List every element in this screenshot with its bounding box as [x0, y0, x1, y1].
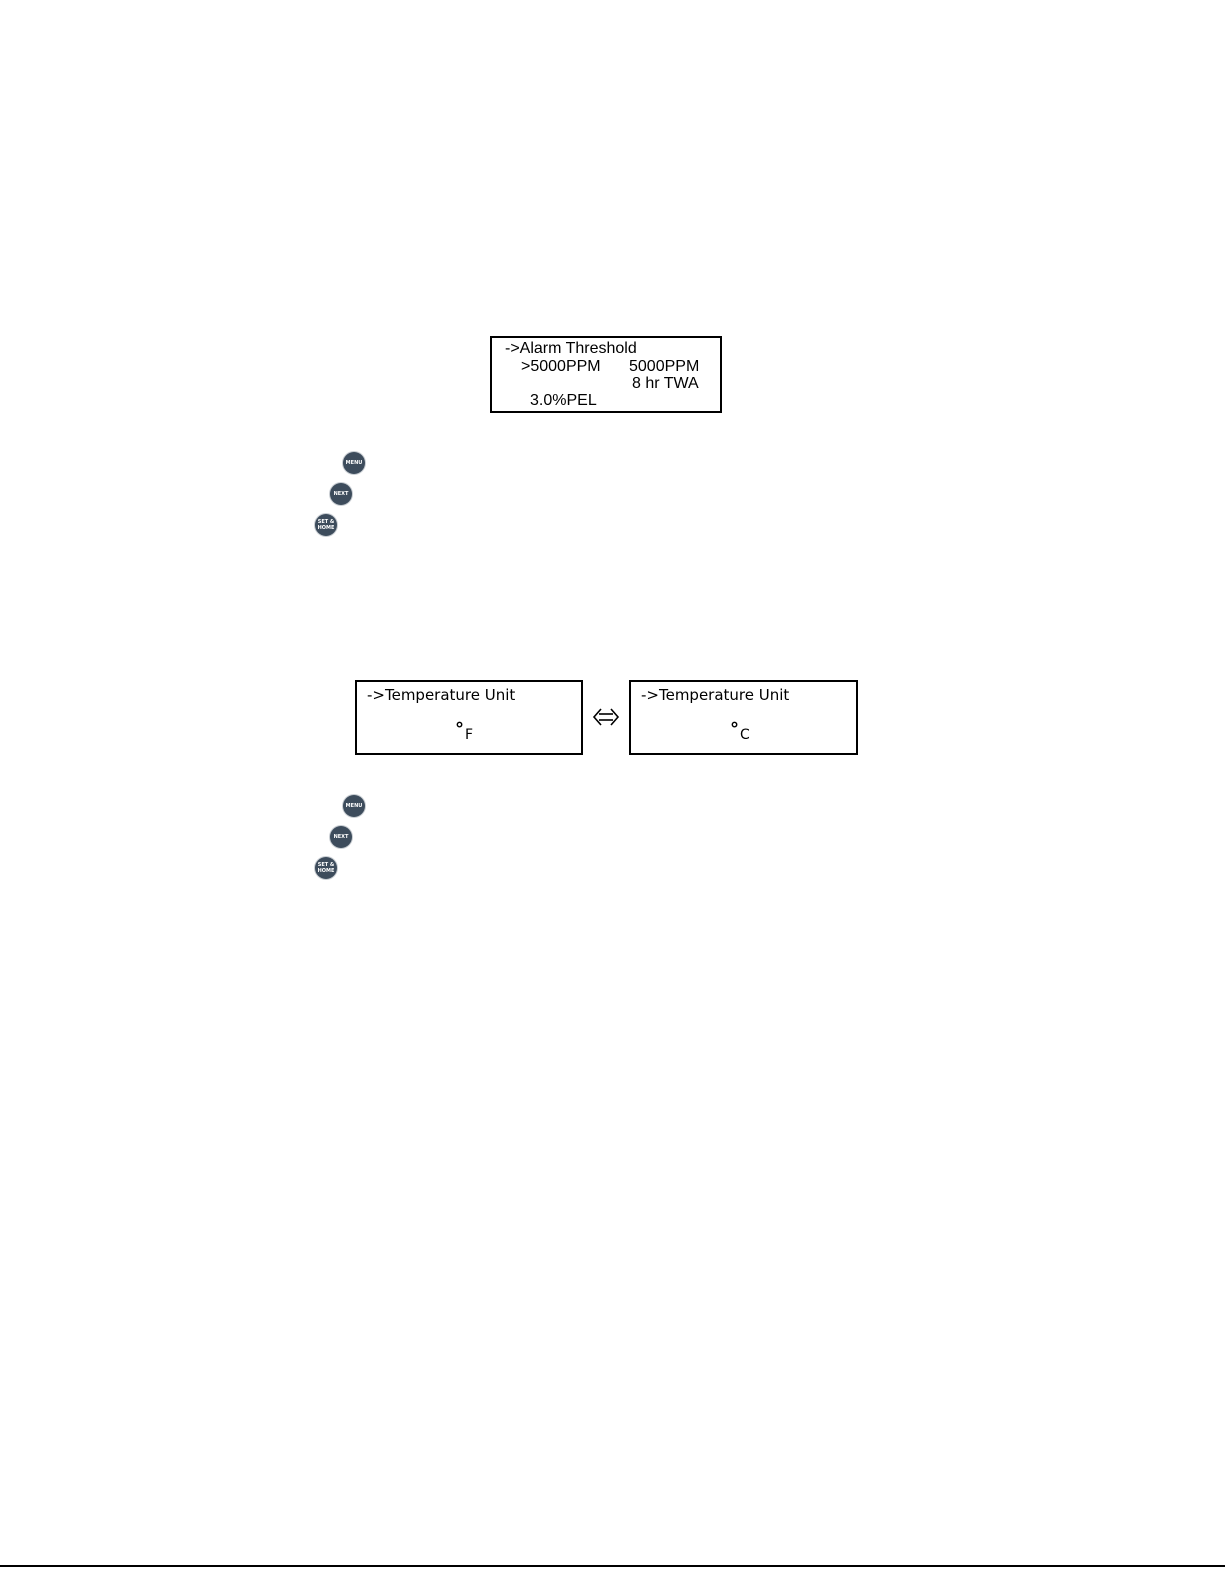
temperature-unit-screen-celsius [629, 680, 858, 755]
next-button-label: NEXT [333, 834, 349, 840]
temperature-unit-title: ->Temperature Unit [367, 686, 516, 704]
next-button-label: NEXT [333, 491, 349, 497]
menu-button[interactable] [343, 452, 365, 474]
alarm-option-selected: >5000PPM [521, 358, 601, 375]
alarm-option-alt: 5000PPM [629, 358, 700, 375]
alarm-threshold-screen [490, 336, 722, 413]
unit-letter: F [465, 727, 474, 743]
temperature-unit-value [730, 719, 750, 743]
menu-button-label: MENU [345, 460, 363, 466]
alarm-option-alt-desc: 8 hr TWA [632, 375, 699, 392]
menu-button[interactable] [343, 795, 365, 817]
degree-symbol: ° [730, 719, 739, 740]
alarm-threshold-title: ->Alarm Threshold [505, 340, 637, 357]
unit-letter: C [740, 727, 750, 743]
temperature-unit-value [455, 719, 474, 743]
next-button[interactable] [330, 483, 352, 505]
set-home-button[interactable] [315, 857, 337, 879]
left-right-double-arrow-icon [592, 704, 620, 730]
page-bottom-rule [0, 1565, 1225, 1567]
set-home-button[interactable] [315, 514, 337, 536]
temperature-unit-screen-fahrenheit [355, 680, 583, 755]
next-button[interactable] [330, 826, 352, 848]
menu-button-label: MENU [345, 803, 363, 809]
set-home-button-label: SET & HOME [317, 519, 335, 531]
alarm-option-pel: 3.0%PEL [530, 392, 597, 409]
set-home-button-label: SET & HOME [317, 862, 335, 874]
temperature-unit-title: ->Temperature Unit [641, 686, 790, 704]
degree-symbol: ° [455, 719, 464, 740]
